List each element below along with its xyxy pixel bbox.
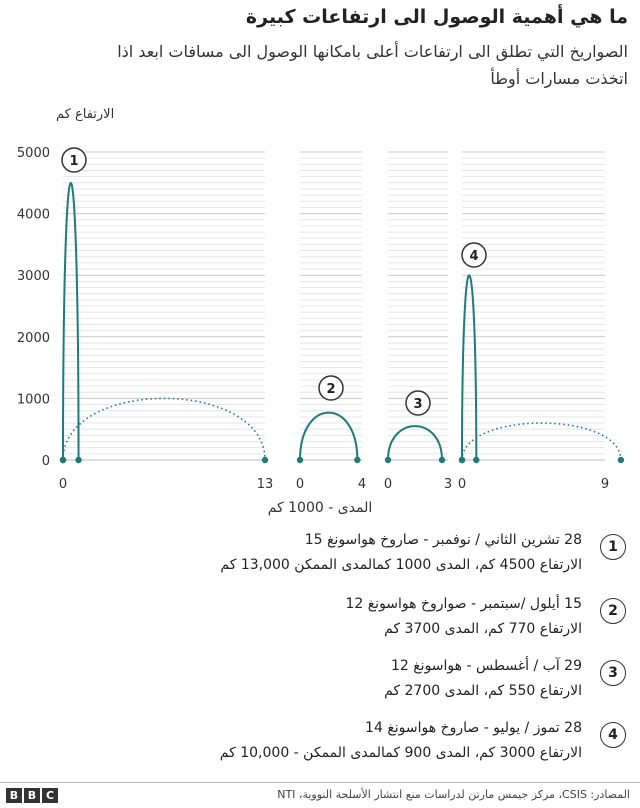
panel-number: 3 bbox=[413, 397, 423, 412]
trajectory-endpoint-dot bbox=[459, 457, 465, 463]
trajectory-endpoint-dot bbox=[354, 457, 360, 463]
bbc-logo bbox=[6, 788, 58, 803]
x-tick-label: 13 bbox=[256, 477, 274, 492]
y-tick-label: 4000 bbox=[16, 207, 50, 223]
x-tick-label: 0 bbox=[58, 477, 68, 492]
legend-description bbox=[42, 654, 582, 704]
actual-trajectory-curve bbox=[63, 183, 79, 460]
trajectory-chart bbox=[0, 90, 640, 520]
legend-line-detail: الارتفاع 770 كم، المدى 3700 كم bbox=[384, 621, 582, 637]
source-note: المصادر: CSIS، مركز جيمس مارتن لدراسات منع انتشار الأسلحة النووية، NTI bbox=[277, 788, 630, 801]
trajectory-endpoint-dot bbox=[262, 457, 268, 463]
y-tick-label: 0 bbox=[41, 454, 50, 469]
y-tick-label: 1000 bbox=[16, 392, 50, 408]
panel-number: 1 bbox=[69, 154, 79, 169]
legend-number-badge: 2 bbox=[600, 598, 626, 624]
y-tick-label: 5000 bbox=[16, 146, 50, 161]
bbc-logo-b1: B bbox=[6, 788, 22, 803]
trajectory-endpoint-dot bbox=[385, 457, 391, 463]
legend-description bbox=[42, 592, 582, 642]
trajectory-endpoint-dot bbox=[618, 457, 624, 463]
legend-description bbox=[42, 528, 582, 578]
x-tick-label: 9 bbox=[600, 477, 610, 492]
panel-number: 4 bbox=[469, 249, 479, 264]
y-axis-label: الارتفاع كم bbox=[56, 107, 115, 122]
footer-divider bbox=[0, 782, 640, 783]
y-tick-label: 2000 bbox=[16, 330, 50, 346]
chart-subtitle: الصواريخ التي تطلق الى ارتفاعات أعلى بامكانها الوصول الى مسافات ابعد اذا اتخذت مسارات أوطأ bbox=[117, 42, 628, 88]
chart-title: ما هي أهمية الوصول الى ارتفاعات كبيرة bbox=[245, 6, 628, 28]
legend-line-detail: الارتفاع 550 كم، المدى 2700 كم bbox=[384, 683, 582, 699]
legend-description bbox=[42, 716, 582, 766]
trajectory-endpoint-dot bbox=[439, 457, 445, 463]
actual-trajectory-curve bbox=[388, 426, 442, 460]
panel-number: 2 bbox=[326, 382, 336, 397]
legend-number-badge: 3 bbox=[600, 660, 626, 686]
y-tick-label: 3000 bbox=[16, 269, 50, 285]
legend-line-title: 15 أيلول /سبتمبر - صواروخ هواسونغ 12 bbox=[345, 596, 582, 612]
x-tick-label: 4 bbox=[357, 477, 367, 492]
trajectory-endpoint-dot bbox=[297, 457, 303, 463]
x-axis-label: المدى - 1000 كم bbox=[267, 500, 373, 516]
x-tick-label: 0 bbox=[295, 477, 305, 492]
x-tick-label: 0 bbox=[383, 477, 393, 492]
legend-line-title: 28 تموز / يوليو - صاروخ هواسونغ 14 bbox=[365, 720, 582, 736]
trajectory-endpoint-dot bbox=[75, 457, 81, 463]
trajectory-endpoint-dot bbox=[60, 457, 66, 463]
x-tick-label: 0 bbox=[457, 477, 467, 492]
actual-trajectory-curve bbox=[300, 413, 357, 460]
legend-line-title: 29 آب / أغسطس - هواسونغ 12 bbox=[390, 658, 582, 674]
legend-number-badge: 1 bbox=[600, 534, 626, 560]
legend-number-badge: 4 bbox=[600, 722, 626, 748]
legend-line-title: 28 تشرين الثاني / نوفمبر - صاروخ هواسونغ 15 bbox=[304, 532, 582, 548]
trajectory-endpoint-dot bbox=[473, 457, 479, 463]
bbc-logo-b2: B bbox=[24, 788, 40, 803]
panel-2 bbox=[296, 152, 366, 492]
legend-line-detail: الارتفاع 3000 كم، المدى 900 كمالمدى الممكن - 10,000 كم bbox=[219, 745, 582, 761]
bbc-logo-c: C bbox=[42, 788, 58, 803]
x-tick-label: 3 bbox=[443, 477, 453, 492]
legend-line-detail: الارتفاع 4500 كم، المدى 1000 كمالمدى الممكن 13,000 كم bbox=[220, 557, 582, 573]
panel-1 bbox=[59, 148, 273, 492]
panel-3 bbox=[384, 152, 452, 492]
panel-4 bbox=[458, 152, 624, 492]
